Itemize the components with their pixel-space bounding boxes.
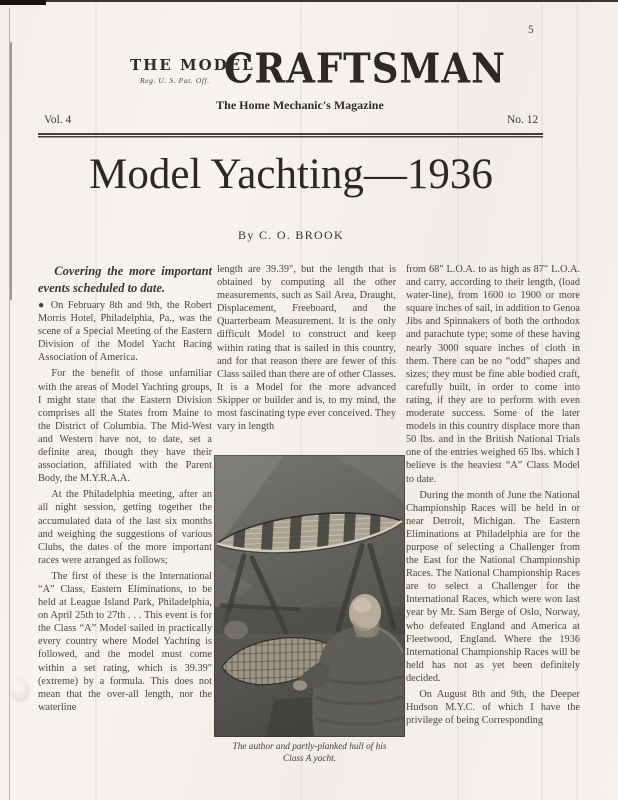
standfirst: Covering the more important events scheduled to date. <box>38 264 212 295</box>
paragraph: On August 8th and 9th, the Deeper Hudson M.Y.C. of which I have the privilege of being Corresponding <box>406 689 580 727</box>
scan-top-edge <box>0 0 618 2</box>
paper-imperfection <box>10 678 28 700</box>
photo-caption-line1: The author and partly-planked hull of his <box>232 742 387 752</box>
paragraph: The first of these is the International “A” Class, Eastern Eliminations, to be held at League Island Park, Philadelphia, on April 25th to 27th . . . This event is for the Class “A” Model sailed in practically every country where Model Yachting is followed, and the model must come within a set rating, which is 39.39" (extreme) by a formula. This does not mean that the over-all length, nor the waterline <box>38 570 212 713</box>
article-title: Model Yachting—1936 <box>89 151 493 198</box>
page-number: 5 <box>528 24 534 36</box>
paragraph: For the benefit of those unfamiliar with the areas of Model Yachting groups, I might state that the Eastern Division comprises all the States from Maine to the District of Columbia. The Mid-West and Western have not, to date, set a definite area, though they have their association, affiliated with the Parent Body, the M.Y.R.A.A. <box>38 368 212 485</box>
paragraph: During the month of June the National Championship Races will be held in or near Detroit, Michigan. The Eastern Eliminations at Philadelphia are for the purpose of selecting a Challenger from the East for the National Championship Races. The National Championship Races are to select a Challenger for the International Races, which were won last year by Mr. Sam Berge of Oslo, Norway, who defeated England and America at Fleetwood, England. Where the 1936 International Championship Races will be held has not as yet been definitely decided. <box>406 489 580 684</box>
article-byline: By C. O. BROOK <box>238 228 344 242</box>
middle-column <box>217 263 396 436</box>
photo-caption-line2: Class A yacht. <box>282 753 337 764</box>
paragraph: length are 39.39", but the length that is obtained by computing all the other measurements, such as Sail Area, Draught, Displacement, Freeboard, and the Quarterbeam Measurement. It is the only difficult Model to construct and keep within rating that is sailed in this country, and for that reason there are fewer of this Class sailed than there are of other Classes. It is a Model for the more advanced Skipper or builder and is, to my mind, the most fascinating type ever conceived. They vary in length <box>217 264 396 433</box>
masthead-registration: Reg. U. S. Pat. Off. <box>140 76 210 85</box>
masthead-pretitle: THE MODEL <box>130 56 255 74</box>
paragraph: from 68" L.O.A. to as high as 87" L.O.A. and carry, according to their length, (load water-line), from 1600 to 1900 or more square inches of sail, in addition to Genoa Jibs and Spinnakers of both the orthodox and parachute type; some of these having nearly 3000 square inches of cloth in them. There can be no “odd” shapes and sizes; they must be fine able bodied craft, carefully built, in order to come into rating, if they are to perform with even moderate success. Some of the later models in this country displace more than 50 lbs. and in the British National Trials one of the entries weighed 65 lbs. which I believe is the heaviest “A” Class Model to date. <box>406 264 580 485</box>
paragraph: At the Philadelphia meeting, after an all night session, getting together the accumulated data of the last six months and weighing the suggestions of various Clubs, the dates of the more important races were arranged as follows; <box>38 489 212 566</box>
left-column <box>38 263 212 717</box>
paragraph: ● On February 8th and 9th, the Robert Morris Hotel, Philadelphia, Pa., was the scene of a Special Meeting of the Eastern Division of the Model Yacht Racing Association of America. <box>38 300 212 364</box>
masthead-title: CRAFTSMAN <box>224 44 506 93</box>
volume-label: Vol. 4 <box>44 114 72 126</box>
photo-illustration <box>214 455 405 737</box>
scan-top-edge-dark <box>0 0 46 5</box>
article-photo <box>214 455 405 737</box>
right-column <box>406 263 580 730</box>
photo-caption <box>202 742 417 765</box>
masthead-tagline: The Home Mechanic's Magazine <box>216 98 384 112</box>
header-rule <box>38 133 543 138</box>
scan-left-edge-dark <box>10 42 12 300</box>
issue-label: No. 12 <box>507 114 539 126</box>
